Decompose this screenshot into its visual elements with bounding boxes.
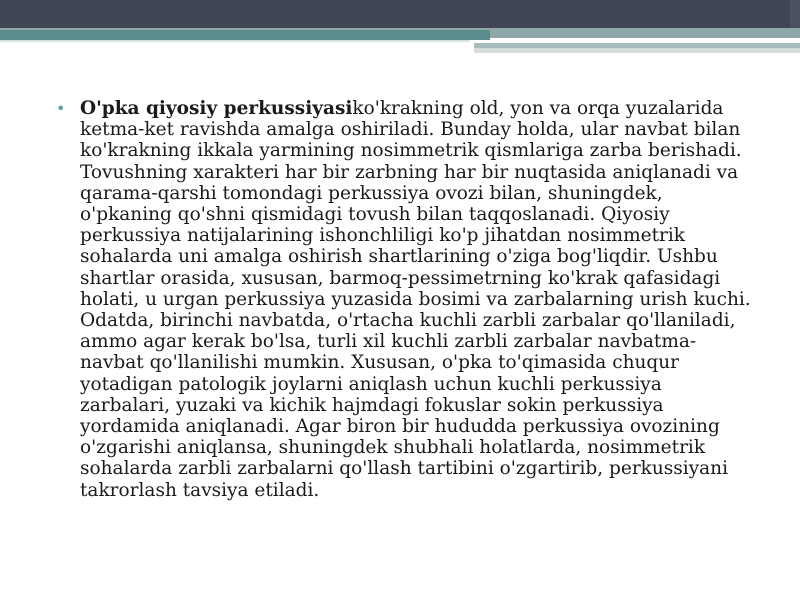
- header-dark-bar: [0, 0, 800, 28]
- bold-term: O'pka qiyosiy perkussiyasi: [80, 98, 353, 119]
- header-shadow: [0, 40, 470, 43]
- header-right-accent-bottom: [474, 48, 800, 53]
- slide-content: [56, 98, 756, 501]
- bullet-marker: •: [56, 99, 66, 118]
- header-teal-bar: [0, 30, 490, 40]
- bullet-paragraph: [56, 98, 756, 501]
- header-right-cap: [790, 0, 800, 28]
- paragraph-body: ko'krakning old, yon va orqa yuzalarida ketma-ket ravishda amalga oshiriladi. Bunday holda, ular navbat bilan ko'krakning ikkala yarmining nosimmetrik qismlariga zarba berishadi. Tovushning xarakteri har bir zarbning har bir nuqtasida aniqlanadi va qarama-qarshi tomondagi perkussiya ovozi bilan, shuningdek, o'pkaning qo'shni qismidagi tovush bilan taqqoslanadi. Qiyosiy perkussiya natijalarining ishonchliligi ko'p jihatdan nosimmetrik sohalarda uni amalga oshirish shartlarining o'ziga bog'liqdir. Ushbu shartlar orasida, xususan, barmoq-pessimetrning ko'krak qafasidagi holati, u urgan perkussiya yuzasida bosimi va zarbalarning urish kuchi. Odatda, birinchi navbatda, o'rtacha kuchli zarbli zarbalar qo'llaniladi, ammo agar kerak bo'lsa, turli xil kuchli zarbli zarbalar navbatma-navbat qo'llanilishi mumkin. Xususan, o'pka to'qimasida chuqur yotadigan patologik joylarni aniqlash uchun kuchli perkussiya zarbalari, yuzaki va kichik hajmdagi fokuslar sokin perkussiya yordamida aniqlanadi. Agar biron bir hududda perkussiya ovozining o'zgarishi aniqlansa, shuningdek shubhali holatlarda, nosimmetrik sohalarda zarbli zarbalarni qo'llash tartibini o'zgartirib, perkussiyani takrorlash tavsiya etiladi.: [80, 98, 751, 501]
